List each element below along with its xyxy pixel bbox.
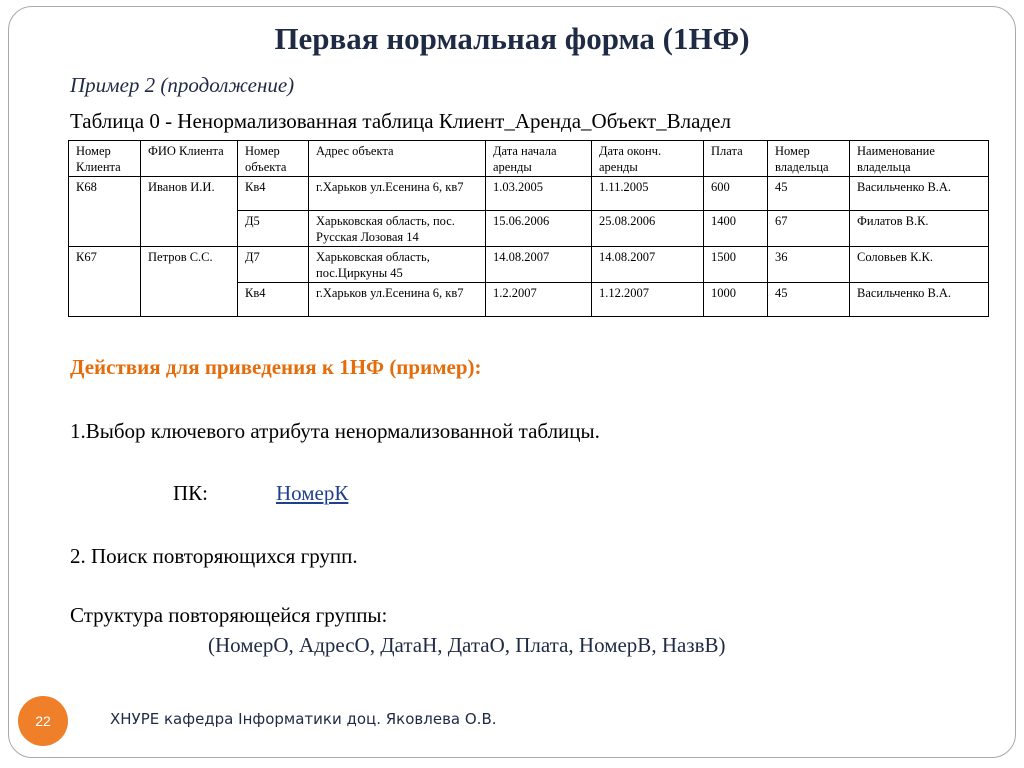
table-cell: 1.03.2005 [486,177,592,211]
table-caption: Таблица 0 - Ненормализованная таблица Клиент_Аренда_Объект_Владел [70,109,731,133]
table-cell: 1.2.2007 [486,283,592,317]
table-body [69,177,989,317]
table-cell: 36 [768,247,850,283]
table-cell: Харьковская область, пос. Русская Лозовая 14 [309,211,486,247]
client-name-cell: Петров С.С. [141,247,238,317]
table-cell: 67 [768,211,850,247]
table-cell: 25.08.2006 [592,211,704,247]
table-cell: Васильченко В.А. [850,177,989,211]
table-cell: 1000 [704,283,768,317]
table-cell: Соловьев К.К. [850,247,989,283]
table-cell: 45 [768,283,850,317]
table-cell: 15.06.2006 [486,211,592,247]
table-header-row [69,141,989,177]
table-header-cell: Адрес объекта [309,141,486,177]
table-cell: 600 [704,177,768,211]
client-id-cell: К68 [69,177,141,247]
structure-label: Структура повторяющейся группы: [70,603,388,627]
table-cell: г.Харьков ул.Есенина 6, кв7 [309,283,486,317]
table-cell: 14.08.2007 [486,247,592,283]
table-cell: Д5 [238,211,309,247]
table-cell: 1.12.2007 [592,283,704,317]
table-header-cell: ФИО Клиента [141,141,238,177]
table-cell: Васильченко В.А. [850,283,989,317]
table-header-cell: Номер владельца [768,141,850,177]
page-number-badge: 22 [18,696,68,746]
slide-title: Первая нормальная форма (1НФ) [274,21,750,56]
pk-value-link[interactable]: НомерК [276,481,349,505]
table-cell: 1400 [704,211,768,247]
table-cell: 45 [768,177,850,211]
table-cell: 14.08.2007 [592,247,704,283]
table-header-cell: Плата [704,141,768,177]
footer-text: ХНУРЕ кафедра Інформатики доц. Яковлева О.В. [110,710,497,728]
table-cell: Харьковская область, пос.Циркуны 45 [309,247,486,283]
table-cell: Д7 [238,247,309,283]
unnormalized-table [68,140,989,317]
client-id-cell: К67 [69,247,141,317]
table-header-cell: Номер Клиента [69,141,141,177]
table-row [69,177,989,211]
slide-subtitle: Пример 2 (продолжение) [70,73,295,97]
table-header-cell: Дата оконч. аренды [592,141,704,177]
table-header-cell: Наименование владельца [850,141,989,177]
actions-heading: Действия для приведения к 1НФ (пример): [70,355,482,379]
table-header-cell: Номер объекта [238,141,309,177]
step-2-text: 2. Поиск повторяющихся групп. [70,544,358,568]
table-cell: Кв4 [238,177,309,211]
table-header-cell: Дата начала аренды [486,141,592,177]
table-cell: Филатов В.К. [850,211,989,247]
client-name-cell: Иванов И.И. [141,177,238,247]
table-row [69,247,989,283]
repeating-group: (НомерО, АдресО, ДатаН, ДатаО, Плата, НомерВ, НазвВ) [208,633,726,657]
table-cell: 1500 [704,247,768,283]
table-cell: Кв4 [238,283,309,317]
table-cell: г.Харьков ул.Есенина 6, кв7 [309,177,486,211]
pk-label: ПК: [173,481,209,505]
step-1-text: 1.Выбор ключевого атрибута ненормализованной таблицы. [70,419,600,443]
table-cell: 1.11.2005 [592,177,704,211]
